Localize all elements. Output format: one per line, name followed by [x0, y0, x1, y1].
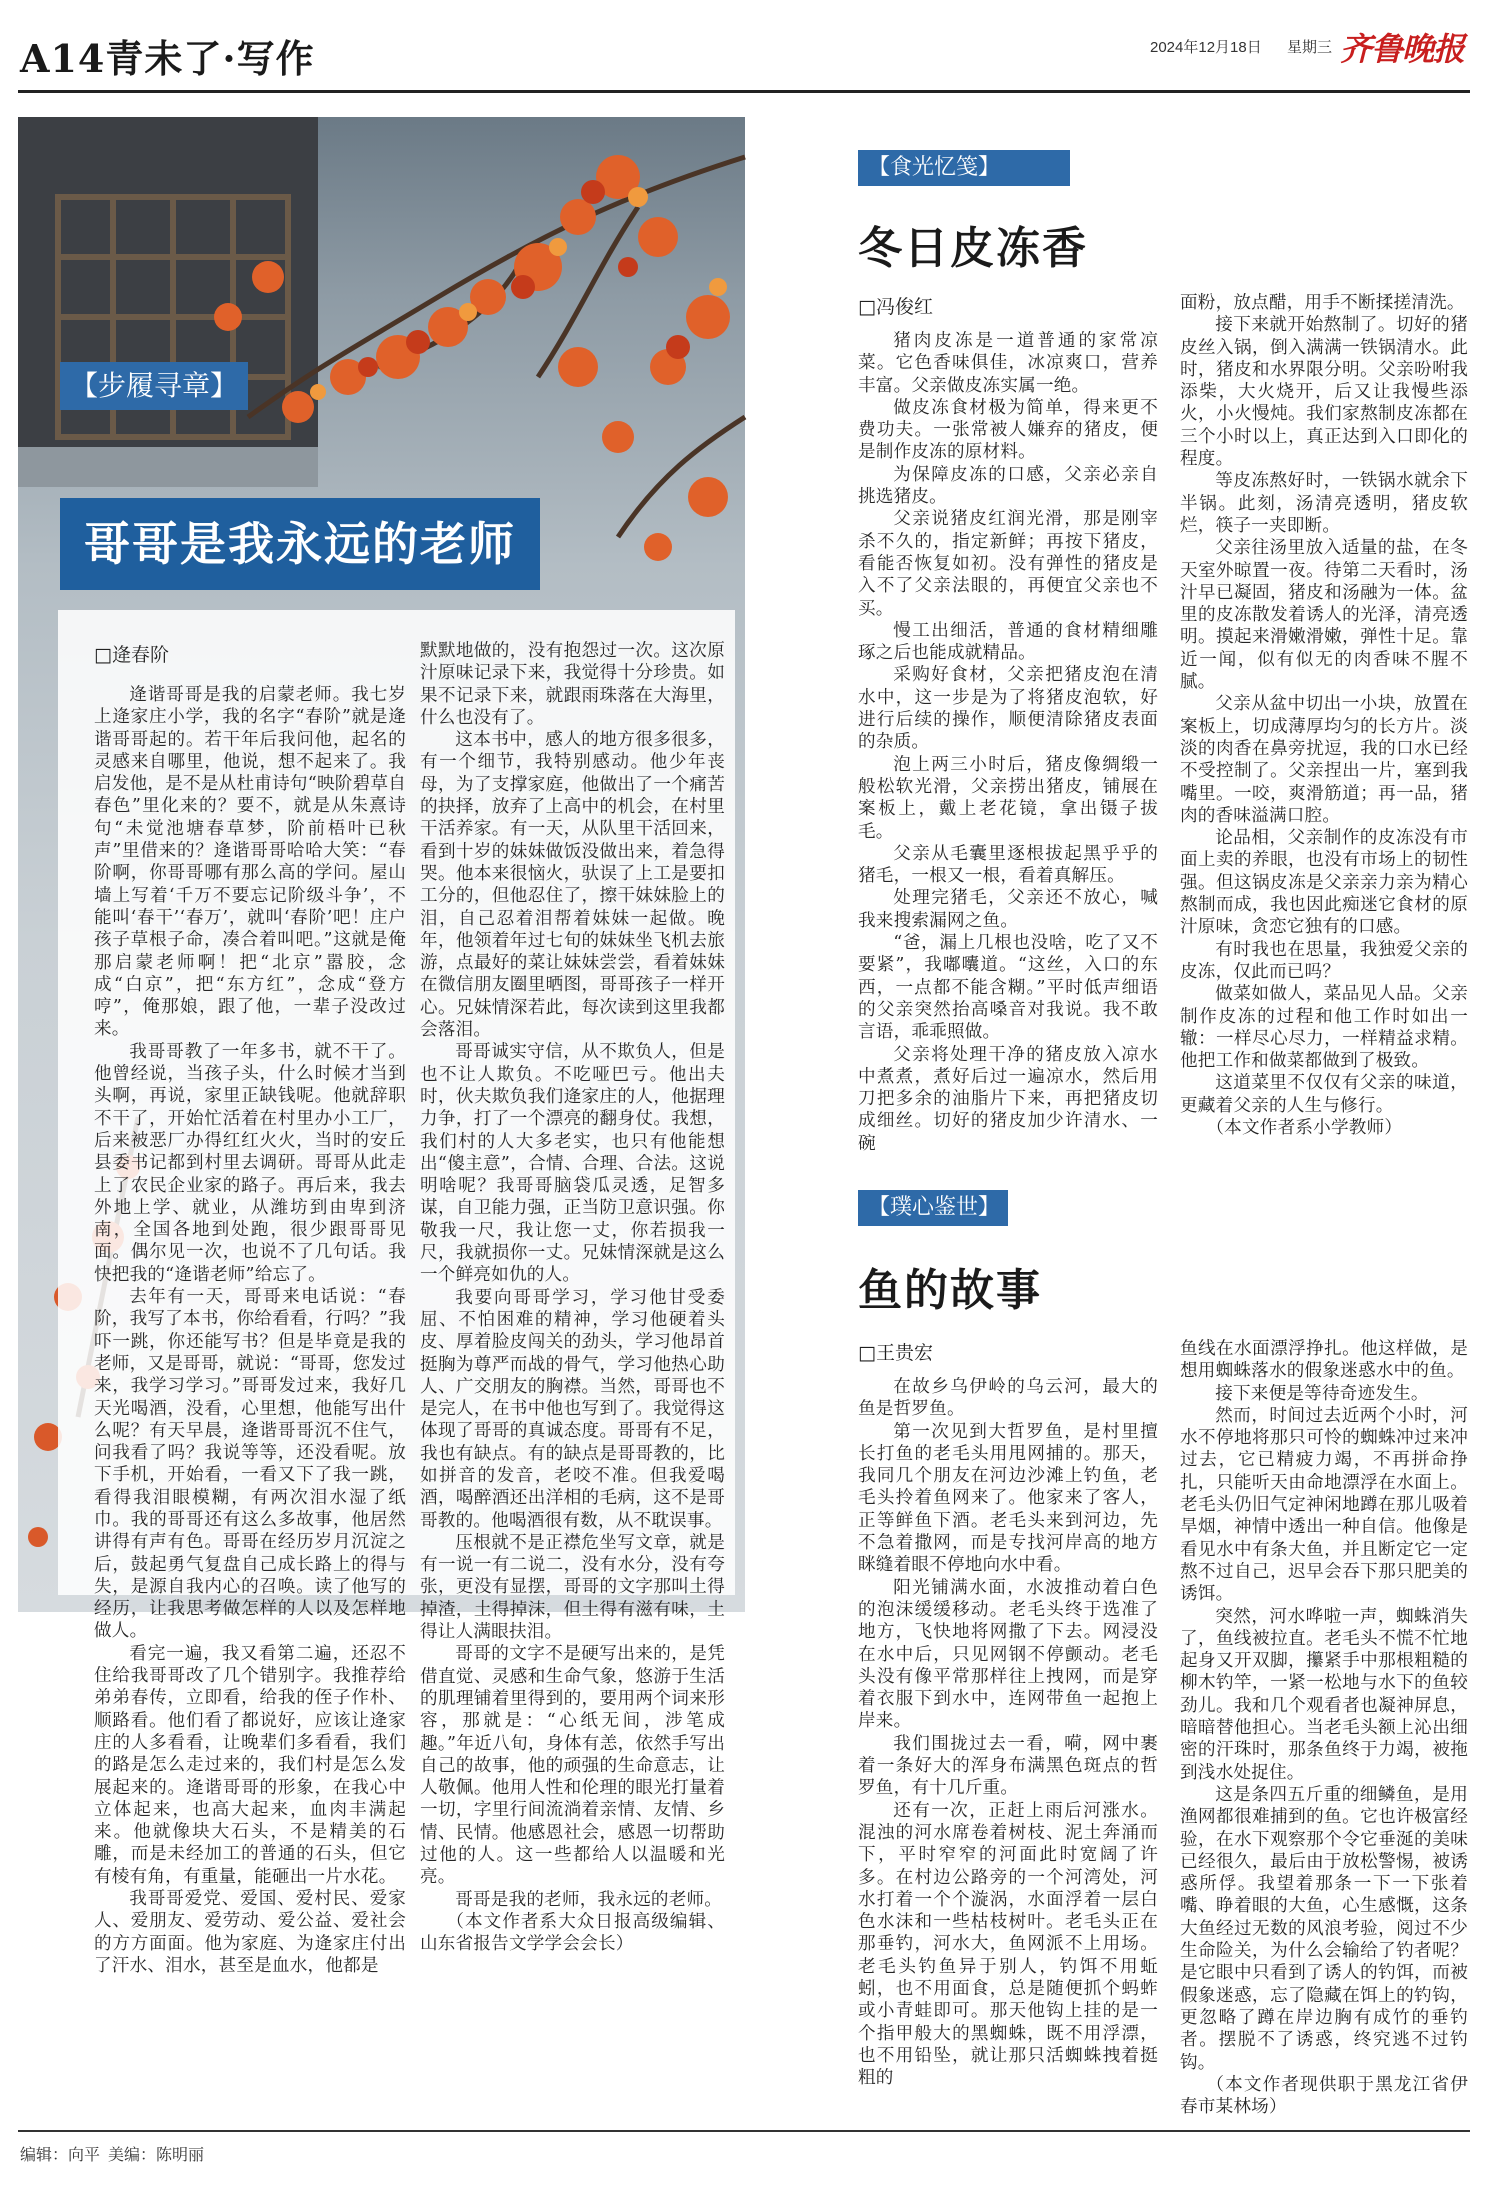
- paragraph: 泡上两三小时后，猪皮像绸缎一般松软光滑，父亲捞出猪皮，铺展在案板上，戴上老花镜，拿出镊子拔毛。: [858, 754, 1158, 842]
- paragraph: 采购好食材，父亲把猪皮泡在清水中，这一步是为了将猪皮泡软，好进行后续的操作，顺便清除猪皮表面的杂质。: [858, 665, 1158, 753]
- article-title: 哥哥是我永远的老师: [84, 517, 516, 571]
- paragraph: 突然，河水哗啦一声，蜘蛛消失了，鱼线被拉直。老毛头不慌不忙地起身又开双脚，攥紧手中那根粗糙的柳木钓竿，一紧一松地与水下的鱼较劲儿。我和几个观看者也凝神屏息，暗暗替他担心。当老毛头额上沁出细密的汗珠时，那条鱼终于力竭，被拖到浅水处捉住。: [1180, 1606, 1468, 1783]
- paragraph: 猪肉皮冻是一道普通的家常凉菜。它色香味俱佳，冰凉爽口，营养丰富。父亲做皮冻实属一绝。: [858, 331, 1158, 396]
- paragraph: 这道菜里不仅仅有父亲的味道，更藏着父亲的人生与修行。: [1180, 1073, 1468, 1116]
- paragraph: 为保障皮冻的口感，父亲必亲自挑选猪皮。: [858, 464, 1158, 508]
- article-byline: □王贵宏: [858, 1342, 933, 1364]
- paragraph: 这是条四五斤重的细鳞鱼，是用渔网都很难捕到的鱼。它也许极富经验，在水下观察那个令它垂涎的美味已经很久，最后由于放松警惕，被诱惑所俘。我望着那条一下一下张着嘴、睁着眼的大鱼，心生感慨，这条大鱼经过无数的风浪考验，阅过不少生命险关，为什么会输给了钓者呢？是它眼中只看到了诱人的钓饵，而被假象迷惑，忘了隐藏在饵上的钓钩，更忽略了蹲在岸边胸有成竹的垂钓者。摆脱不了诱惑，终究逃不过钓钩。: [1180, 1784, 1468, 2073]
- paragraph: 哥哥是我的老师，我永远的老师。: [455, 1889, 723, 1910]
- paragraph: 有时我也在思量，我独爱父亲的皮冻，仅此而已吗？: [1180, 939, 1468, 982]
- article-column-right: [1180, 1338, 1468, 2116]
- author-credit: （本文作者现供职于黑龙江省伊春市某林场）: [1180, 2074, 1468, 2118]
- article-byline: □冯俊红: [858, 296, 933, 318]
- paragraph: 我哥哥教了一年多书，就不干了。他曾经说，当孩子头，什么时候才当到头啊，再说，家里正缺钱呢。他就辞职不干了，开始忙活着在村里办小工厂，后来被恶厂办得红红火火，当时的安丘县委书记都到村里去调研。哥哥从此走上了农民企业家的路子。再后来，我去外地上学、就业，从潍坊到由卑到济南，全国各地到处跑，很少跟哥哥见面。偶尔见一次，也说不了几句话。我快把我的“逄谐老师”给忘了。: [94, 1041, 406, 1285]
- paragraph: 还有一次，正赶上雨后河涨水。混浊的河水席卷着树枝、泥土奔涌而下，平时窄窄的河面此时宽阔了许多。在村边公路旁的一个河湾处，河水打着一个个漩涡，水面浮着一层白色水沫和一些枯枝树叶。老毛头正在那垂钓，河水大，鱼网派不上用场。老毛头钓鱼异于别人，钓饵不用蚯蚓，也不用面食，总是随便抓个蚂蚱或小青蛙即可。那天他钩上挂的是一个指甲般大的黑蜘蛛，既不用浮漂，也不用铅坠，就让那只活蜘蛛拽着挺粗的: [858, 1800, 1158, 2089]
- paragraph: 处理完猪毛，父亲还不放心，喊我来搜索漏网之鱼。: [858, 888, 1158, 931]
- paragraph: 我哥哥爱党、爱国、爱村民、爱家人、爱朋友、爱劳动、爱公益、爱社会的方方面面。他为家庭、为逄家庄付出了汗水、泪水，甚至是血水，他都是: [94, 1889, 406, 1976]
- paragraph: 哥哥的文字不是硬写出来的，是凭借直觉、灵感和生命气象，悠游于生活的肌理铺着里得到的，要用两个词来形容，那就是：“心纸无间，涉笔成趣。”年近八旬，身体有恙，依然手写出自己的故事，他的顽强的生命意志，让人敬佩。他用人性和伦理的眼光打量着一切，字里行间流淌着亲情、友情、乡情、民情。他感恩社会，感恩一切帮助过他的人。这一些都给人以温暖和光亮。: [420, 1644, 725, 1888]
- footer-divider: [18, 2130, 1470, 2132]
- paragraph: 哥哥诚实守信，从不欺负人，但是也不让人欺负。不吃哑巴亏。他出夫时，伙夫欺负我们逄家庄的人，他据理力争，打了一个漂亮的翻身仗。我想，我们村的人大多老实，也只有他能想出“傻主意”，合情、合理、合法。这说明啥呢？我哥哥脑袋瓜灵透，足智多谋，自卫能力强，正当防卫意识强。你敬我一尺，我让您一丈，你若损我一尺，我就损你一丈。兄妹情深就是这么一个鲜亮如仇的人。: [420, 1042, 725, 1286]
- article-column-right: [1180, 292, 1468, 1280]
- paragraph: 然而，时间过去近两个小时，河水不停地将那只可怜的蜘蛛冲过来冲过去，它已精疲力竭，不再拼命挣扎，只能听天由命地漂浮在水面上。老毛头仍旧气定神闲地蹲在那儿吸着旱烟，神情中透出一种自信。他像是看见水中有条大鱼，并且断定它一定熬不过自己，迟早会吞下那只肥美的诱饵。: [1180, 1405, 1468, 1605]
- newspaper-logo: 齐鲁晚报: [1340, 30, 1465, 68]
- header-divider: [18, 90, 1470, 93]
- paragraph: 父亲往汤里放入适量的盐，在冬天室外晾置一夜。待第二天看时，汤汁早已凝固，猪皮和汤融为一体。盆里的皮冻散发着诱人的光泽，清亮透明。摸起来滑嫩滑嫩，弹性十足。靠近一闻，似有似无的肉香味不腥不腻。: [1180, 538, 1468, 693]
- issue-weekday: 星期三: [1287, 39, 1333, 56]
- article-column-left: [858, 330, 1158, 1280]
- paragraph: 这本书中，感人的地方很多很多，有一个细节，我特别感动。他少年丧母，为了支撑家庭，他做出了一个痛苦的抉择，放弃了上高中的机会，在村里干活养家。有一天，从队里干活回来，看到十岁的妹妹做饭没做出来，着急得哭。他本来很恼火，驮误了上工是要扣工分的，但他忍住了，擦干妹妹脸上的泪，自己忍着泪帮着妹妹一起做。晚年，他领着年过七旬的妹妹坐飞机去旅游，点最好的菜让妹妹尝尝，看着妹妹在微信朋友圈里晒图，哥哥孩子一样开心。兄妹情深若此，每次读到这里我都会落泪。: [420, 730, 725, 1041]
- paragraph: 做皮冻食材极为简单，得来更不费功夫。一张常被人嫌弃的猪皮，便是制作皮冻的原材料。: [858, 397, 1158, 463]
- paragraph: 做菜如做人，菜品见人品。父亲制作皮冻的过程和他工作时如出一辙：一样尽心尽力，一样精益求精。他把工作和做菜都做到了极致。: [1180, 984, 1468, 1072]
- paragraph: 鱼线在水面漂浮挣扎。他这样做，是想用蜘蛛落水的假象迷惑水中的鱼。: [1180, 1339, 1468, 1382]
- paragraph: 父亲说猪皮红润光滑，那是刚宰杀不久的，指定新鲜；再按下猪皮，看能否恢复如初。没有弹性的猪皮是入不了父亲法眼的，再便宜父亲也不买。: [858, 509, 1158, 619]
- article-title: 鱼的故事: [858, 1265, 1042, 1316]
- paragraph: 压根就不是正襟危坐写文章，就是有一说一有二说二，没有水分，没有夸张，更没有显摆，哥哥的文字那叫土得掉渣，土得掉沫，但土得有滋有味，土得让人满眼扶泪。: [420, 1532, 725, 1643]
- paragraph: “爸，漏上几根也没啥，吃了又不要紧”，我嘟囔道。“这丝，入口的东西，一点都不能含糊。”平时低声细语的父亲突然抬高嗓音对我说。我不敢言语，乖乖照做。: [858, 933, 1158, 1043]
- author-credit: （本文作者系小学教师）: [1206, 1117, 1403, 1138]
- article-column-left: [858, 1376, 1158, 2116]
- footer-editor: 编辑：向平: [20, 2145, 101, 2164]
- page-section-title: A14青未了·写作: [20, 36, 315, 81]
- paragraph: 论品相，父亲制作的皮冻没有市面上卖的养眼，也没有市场上的韧性强。但这锅皮冻是父亲亲力亲为精心熬制而成，我也因此痴迷它食材的原汁原味，贪恋它独有的口感。: [1180, 828, 1468, 938]
- paragraph: 面粉，放点醋，用手不断揉搓清洗。: [1180, 293, 1465, 313]
- paragraph: 阳光铺满水面，水波推动着白色的泡沫缓缓移动。老毛头终于选准了地方，飞快地将网撒了下去。网浸没在水中后，只见网钢不停颤动。老毛头没有像平常那样往上拽网，而是穿着衣服下到水中，连网带鱼一起抱上岸来。: [858, 1577, 1158, 1732]
- paragraph: 默默地做的，没有抱怨过一次。这次原汁原味记录下来，我觉得十分珍贵。如果不记录下来，就跟雨珠落在大海里，什么也没有了。: [420, 641, 725, 728]
- article-column-left: [94, 684, 406, 1976]
- paragraph: 父亲从盆中切出一小块，放置在案板上，切成薄厚均匀的长方片。淡淡的肉香在鼻旁扰逗，我的口水已经不受控制了。父亲捏出一片，塞到我嘴里。一咬，爽滑筋道；再一品，猪肉的香味溢满口腔。: [1180, 694, 1468, 826]
- paragraph: 去年有一天，哥哥来电话说：“春阶，我写了本书，你给看看，行吗？”我吓一跳，你还能写书？但是毕竟是我的老师，又是哥哥，就说：“哥哥，您发过来，我学习学习。”哥哥发过来，我好几天光喝酒，没看，心里想，他能写出什么呢？有天早晨，逄谐哥哥沉不住气，问我看了吗？我说等等，还没看呢。放下手机，开始看，一看又下了我一跳，看得我泪眼模糊，有两次泪水湿了纸巾。我的哥哥还有这么多故事，他居然讲得有声有色。哥哥在经历岁月沉淀之后，鼓起勇气复盘自己成长路上的得与失，是源自我内心的召唤。读了他写的经历，让我思考做怎样的人以及怎样地做人。: [94, 1287, 406, 1642]
- paragraph: 在故乡乌伊岭的乌云河，最大的鱼是哲罗鱼。: [858, 1377, 1158, 1420]
- paragraph: 我要向哥哥学习，学习他甘受委屈、不怕困难的精神，学习他硬着头皮、厚着脸皮闯关的劲头，学习他昂首挺胸为尊严而战的骨气，学习他热心助人、广交朋友的胸襟。当然，哥哥也不是完人，在书中他也写到了。我觉得这体现了哥哥的真诚态度。哥哥有不足，我也有缺点。有的缺点是哥哥教的，比如拼音的发音，老咬不准。但我爱喝酒，喝醉酒还出洋相的毛病，这不是哥哥教的。他喝酒很有数，从不耽误事。: [420, 1287, 725, 1531]
- paragraph: 逄谐哥哥是我的启蒙老师。我七岁上逄家庄小学，我的名字“春阶”就是逄谐哥哥起的。若干年后我问他，起名的灵感来自哪里，他说，想不起来了。我启发他，是不是从杜甫诗句“映阶碧草自春色”里化来的？要不，就是从朱熹诗句“未觉池塘春草梦，阶前梧叶已秋声”里借来的？逄谐哥哥哈哈大笑：“春阶啊，你哥哥哪有那么高的学问。屋山墙上写着‘千万不要忘记阶级斗争’，不能叫‘春干’‘春万’，就叫‘春阶’吧！庄户孩子草根子命，凑合着叫吧。”这就是俺那启蒙老师啊！把“北京”嚣胶，念成“白京”，把“东方红”，念成“登方哼”，俺那娘，跟了他，一辈子没改过来。: [94, 685, 406, 1040]
- paragraph: 第一次见到大哲罗鱼，是村里擅长打鱼的老毛头用甩网捕的。那天，我同几个朋友在河边沙滩上钓鱼，老毛头拎着鱼网来了。他家来了客人，正等鲜鱼下酒。老毛头来到河边，先不急着撒网，而是专找河岸高的地方眯缝着眼不停地向水中看。: [858, 1421, 1158, 1576]
- paragraph: 接下来便是等待奇迹发生。: [1215, 1383, 1429, 1404]
- column-tag-puxin: 【璞心鉴世】: [858, 1190, 1008, 1226]
- paragraph: 父亲从毛囊里逐根拔起黑乎乎的猪毛，一根又一根，看着真解压。: [858, 843, 1158, 887]
- issue-date: 2024年12月18日: [1150, 39, 1262, 56]
- column-tag-bulv: 【步履寻章】: [60, 362, 248, 410]
- paragraph: 慢工出细活，普通的食材精细雕琢之后也能成就精品。: [858, 620, 1158, 664]
- paragraph: 父亲将处理干净的猪皮放入凉水中煮煮，煮好后过一遍凉水，然后用刀把多余的油脂片下来，再把猪皮切成细丝。切好的猪皮加少许清水、一碗: [858, 1044, 1158, 1154]
- paragraph: 等皮冻熬好时，一铁锅水就余下半锅。此刻，汤清亮透明，猪皮软烂，筷子一夹即断。: [1180, 471, 1468, 536]
- paragraph: 我们围拢过去一看，嗬，网中裹着一条好大的浑身布满黑色斑点的哲罗鱼，有十几斤重。: [858, 1733, 1158, 1799]
- article-byline: □逄春阶: [94, 644, 169, 666]
- author-credit: （本文作者系大众日报高级编辑、山东省报告文学学会会长）: [420, 1911, 725, 1955]
- footer-artist: 美编：陈明丽: [108, 2145, 205, 2164]
- article-title: 冬日皮冻香: [858, 223, 1088, 274]
- paragraph: 接下来就开始熬制了。切好的猪皮丝入锅，倒入满满一铁锅清水。此时，猪皮和水界限分明。父亲吩咐我添柴，大火烧开，后又让我慢些添火，小火慢炖。我们家熬制皮冻都在三个小时以上，真正达到入口即化的程度。: [1180, 315, 1468, 470]
- article-column-right: [420, 640, 725, 1955]
- paragraph: 看完一遍，我又看第二遍，还忍不住给我哥哥改了几个错别字。我推荐给弟弟春传，立即看，给我的侄子作朴、顺路看。他们看了都说好，应该让逄家庄的人多看看，让晚辈们多看看，我们的路是怎么走过来的，我们村是怎么发展起来的。逄谐哥哥的形象，在我心中立体起来，也高大起来，血肉丰满起来。他就像块大石头，不是精美的石雕，而是未经加工的普通的石头，但它有棱有角，有重量，能砸出一片水花。: [94, 1643, 406, 1887]
- column-tag-shiguang: 【食光忆笺】: [858, 150, 1070, 186]
